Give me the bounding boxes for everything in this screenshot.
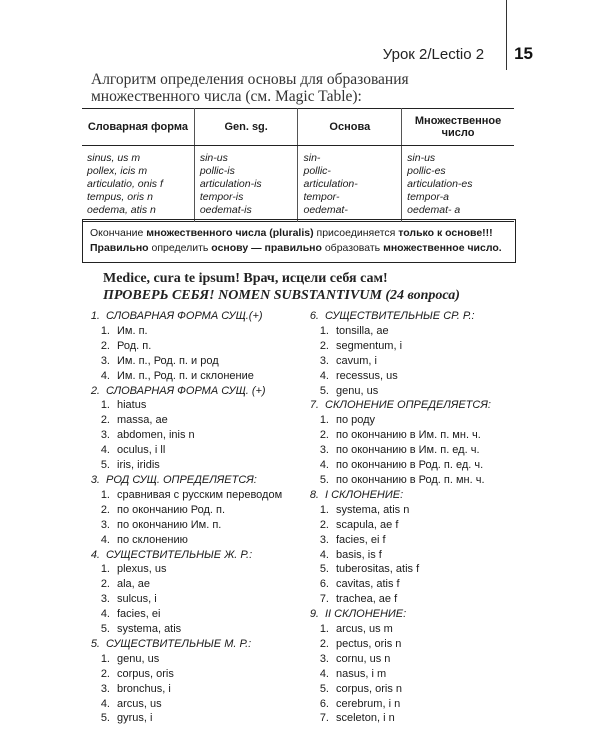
- option-number: 4.: [100, 608, 110, 621]
- option-text: по склонению: [117, 533, 188, 546]
- answer-option: [82, 607, 292, 622]
- option-text: bronchus, i: [117, 682, 171, 695]
- answer-option: [301, 577, 521, 592]
- question-text: СКЛОНЕНИЕ ОПРЕДЕЛЯЕТСЯ:: [325, 399, 491, 412]
- question-text: II СКЛОНЕНИЕ:: [325, 608, 407, 621]
- option-text: cornu, us n: [336, 652, 391, 665]
- table-cell: articulation-is: [199, 178, 262, 190]
- question-number: 9.: [309, 608, 319, 621]
- option-text: trachea, ae f: [336, 593, 398, 606]
- rule-line-1: [90, 226, 508, 241]
- answer-option: [301, 503, 521, 518]
- answer-option: [301, 443, 521, 458]
- option-number: 1.: [100, 488, 110, 501]
- option-number: 3.: [100, 593, 110, 606]
- table-body-row: [82, 146, 514, 222]
- answer-option: [301, 533, 521, 548]
- table-cell: articulation-es: [407, 178, 473, 190]
- option-number: 3.: [319, 444, 329, 457]
- answer-option: [301, 518, 521, 533]
- option-text: segmentum, i: [336, 339, 403, 352]
- option-text: sceleton, i n: [336, 712, 395, 725]
- answer-option: [82, 428, 292, 443]
- answer-option: [82, 503, 292, 518]
- question-number: 7.: [309, 399, 319, 412]
- option-text: по окончанию в Им. п. ед. ч.: [336, 444, 480, 457]
- option-number: 4.: [319, 667, 329, 680]
- answer-option: [301, 637, 521, 652]
- option-number: 2.: [100, 578, 110, 591]
- question-text: СУЩЕСТВИТЕЛЬНЫЕ Ж. Р.:: [106, 548, 253, 561]
- answer-option: [82, 458, 292, 473]
- option-number: 2.: [319, 637, 329, 650]
- question-text: РОД СУЩ. ОПРЕДЕЛЯЕТСЯ:: [106, 473, 257, 486]
- questions-right-column: [301, 309, 521, 726]
- option-number: 1.: [319, 623, 329, 636]
- option-text: cavum, i: [336, 354, 377, 367]
- table-cell: tempus, oris n: [87, 191, 153, 203]
- option-number: 2.: [100, 667, 110, 680]
- table-cell: sin-us: [407, 152, 436, 164]
- note-bold: множественного числа (pluralis): [146, 227, 314, 239]
- table-cell: oedemat-: [303, 204, 348, 216]
- column-cell: [402, 146, 514, 222]
- option-number: 1.: [100, 399, 110, 412]
- answer-option: [82, 562, 292, 577]
- note-text: Окончание: [90, 227, 147, 239]
- option-text: genu, us: [336, 384, 379, 397]
- option-number: 6.: [319, 578, 329, 591]
- answer-option: [301, 697, 521, 712]
- option-text: genu, us: [117, 652, 160, 665]
- answer-option: [82, 592, 292, 607]
- answer-option: [301, 622, 521, 637]
- option-text: corpus, oris n: [336, 682, 403, 695]
- option-number: 2.: [319, 518, 329, 531]
- rule-note-box: [82, 219, 516, 263]
- option-number: 4.: [100, 369, 110, 382]
- column-cell: [82, 146, 194, 222]
- question-text: СУЩЕСТВИТЕЛЬНЫЕ М. Р.:: [106, 637, 252, 650]
- option-text: scapula, ae f: [336, 518, 399, 531]
- answer-option: [82, 324, 292, 339]
- answer-option: [82, 577, 292, 592]
- question-title: [82, 637, 292, 652]
- answer-option: [82, 622, 292, 637]
- option-text: Им. п.: [117, 324, 148, 337]
- note-bold: основу — правильно: [211, 242, 322, 254]
- question-number: 3.: [90, 473, 100, 486]
- answer-option: [301, 324, 521, 339]
- question-title: [82, 548, 292, 563]
- page-number: 15: [514, 44, 533, 63]
- column-cell: [298, 146, 402, 222]
- option-number: 3.: [100, 518, 110, 531]
- table-cell: pollex, icis m: [87, 165, 148, 177]
- answer-option: [82, 354, 292, 369]
- answer-option: [82, 518, 292, 533]
- table-cell: tempor-a: [407, 191, 449, 203]
- option-text: arcus, us: [117, 697, 162, 710]
- option-number: 5.: [319, 384, 329, 397]
- option-text: nasus, i m: [336, 667, 387, 680]
- question-title: [82, 384, 292, 399]
- option-text: по окончанию в Им. п. мн. ч.: [336, 429, 481, 442]
- column-header: Основа: [298, 109, 402, 146]
- answer-option: [82, 443, 292, 458]
- table-cell: sin-: [303, 152, 321, 164]
- answer-option: [82, 667, 292, 682]
- intro-text: Алгоритм определения основы для образования множественного числа (см. Magic Table):: [91, 71, 409, 105]
- question-number: 5.: [90, 637, 100, 650]
- question-title: [82, 309, 292, 324]
- option-text: plexus, us: [117, 563, 167, 576]
- note-text: присоединяется: [313, 227, 399, 239]
- answer-option: [82, 398, 292, 413]
- question-number: 2.: [90, 384, 100, 397]
- option-text: по окончанию Им. п.: [117, 518, 222, 531]
- answer-option: [301, 369, 521, 384]
- question-title: [301, 309, 521, 324]
- option-number: 6.: [319, 697, 329, 710]
- answer-option: [301, 592, 521, 607]
- table-cell: articulation-: [303, 178, 358, 190]
- question-number: 8.: [309, 488, 319, 501]
- option-text: gyrus, i: [117, 712, 153, 725]
- questions-left-column: [82, 309, 292, 726]
- answer-option: [82, 413, 292, 428]
- option-number: 3.: [100, 429, 110, 442]
- answer-option: [301, 562, 521, 577]
- question-number: 4.: [90, 548, 100, 561]
- option-text: abdomen, inis n: [117, 429, 195, 442]
- option-text: Им. п., Род. п. и склонение: [117, 369, 254, 382]
- option-text: Род. п.: [117, 339, 152, 352]
- option-text: systema, atis n: [336, 503, 410, 516]
- option-number: 4.: [100, 533, 110, 546]
- option-number: 3.: [319, 533, 329, 546]
- answer-option: [301, 473, 521, 488]
- question-title: [82, 473, 292, 488]
- answer-option: [82, 652, 292, 667]
- answer-option: [82, 697, 292, 712]
- column-header: Словарная форма: [82, 109, 194, 146]
- note-text: образовать: [321, 242, 384, 254]
- option-number: 3.: [319, 652, 329, 665]
- answer-option: [301, 667, 521, 682]
- table-cell: oedemat-is: [199, 204, 252, 216]
- option-text: по роду: [336, 414, 376, 427]
- table-cell: tempor-: [303, 191, 340, 203]
- table-cell: pollic-: [303, 165, 331, 177]
- option-text: massa, ae: [117, 414, 168, 427]
- option-number: 1.: [319, 503, 329, 516]
- table-cell: pollic-is: [199, 165, 235, 177]
- option-number: 7.: [319, 593, 329, 606]
- option-text: Им. п., Род. п. и род: [117, 354, 219, 367]
- option-text: tonsilla, ae: [336, 324, 389, 337]
- option-text: iris, iridis: [117, 459, 160, 472]
- answer-option: [82, 339, 292, 354]
- answer-option: [82, 682, 292, 697]
- answer-option: [301, 413, 521, 428]
- question-text: I СКЛОНЕНИЕ:: [325, 488, 404, 501]
- question-text: СЛОВАРНАЯ ФОРМА СУЩ.(+): [106, 310, 263, 322]
- answer-option: [82, 711, 292, 726]
- option-text: tuberositas, atis f: [336, 563, 420, 576]
- option-text: cavitas, atis f: [336, 578, 400, 591]
- option-number: 2.: [100, 339, 110, 352]
- page-header: [383, 44, 533, 64]
- question-text: СУЩЕСТВИТЕЛЬНЫЕ СР. Р.:: [325, 310, 475, 322]
- option-number: 5.: [100, 459, 110, 472]
- option-number: 3.: [100, 682, 110, 695]
- lesson-label: Урок 2/Lectio 2: [382, 45, 485, 63]
- option-number: 5.: [100, 623, 110, 636]
- answer-option: [301, 548, 521, 563]
- option-number: 1.: [319, 324, 329, 337]
- answer-option: [82, 533, 292, 548]
- column-header: Множественное число: [402, 109, 514, 146]
- option-number: 4.: [319, 459, 329, 472]
- section-motto: [103, 270, 460, 304]
- motto-line-2: ПРОВЕРЬ СЕБЯ! NOMEN SUBSTANTIVUM (24 вопроса): [103, 288, 460, 303]
- option-text: facies, ei f: [336, 533, 386, 546]
- answer-option: [301, 652, 521, 667]
- note-bold: Правильно: [90, 242, 149, 254]
- option-number: 7.: [319, 712, 329, 725]
- note-bold: только к основе!!!: [398, 227, 493, 239]
- option-text: ala, ae: [117, 578, 151, 591]
- option-text: facies, ei: [117, 608, 161, 621]
- option-text: hiatus: [117, 399, 147, 412]
- note-bold: множественное число.: [383, 242, 502, 254]
- option-number: 3.: [319, 354, 329, 367]
- rule-line-2: [90, 241, 508, 256]
- option-text: pectus, oris n: [336, 637, 402, 650]
- column-cell: [194, 146, 298, 222]
- table-cell: sin-us: [199, 152, 228, 164]
- answer-option: [301, 354, 521, 369]
- magic-table: [82, 108, 514, 222]
- option-text: systema, atis: [117, 623, 182, 636]
- option-number: 4.: [319, 369, 329, 382]
- option-number: 2.: [100, 503, 110, 516]
- question-title: [301, 607, 521, 622]
- option-text: по окончанию в Род. п. мн. ч.: [336, 473, 485, 486]
- option-text: cerebrum, i n: [336, 697, 401, 710]
- option-text: сравнивая с русским переводом: [117, 488, 283, 501]
- option-text: recessus, us: [336, 369, 398, 382]
- question-number: 1.: [90, 310, 100, 322]
- table-cell: articulatio, onis f: [87, 178, 163, 190]
- option-number: 5.: [319, 473, 329, 486]
- question-title: [301, 488, 521, 503]
- option-number: 4.: [319, 548, 329, 561]
- option-number: 2.: [319, 339, 329, 352]
- answer-option: [301, 339, 521, 354]
- table-cell: tempor-is: [199, 191, 244, 203]
- answer-option: [301, 682, 521, 697]
- option-number: 1.: [100, 652, 110, 665]
- option-number: 2.: [100, 414, 110, 427]
- option-number: 1.: [100, 324, 110, 337]
- option-number: 4.: [100, 444, 110, 457]
- option-number: 5.: [319, 563, 329, 576]
- question-text: СЛОВАРНАЯ ФОРМА СУЩ. (+): [106, 384, 266, 397]
- option-number: 4.: [100, 697, 110, 710]
- table-cell: oedema, atis n: [87, 204, 156, 216]
- option-text: corpus, oris: [117, 667, 174, 680]
- table-header-row: [82, 109, 514, 146]
- question-number: 6.: [309, 310, 319, 322]
- answer-option: [301, 711, 521, 726]
- option-text: arcus, us m: [336, 623, 393, 636]
- option-text: по окончанию Род. п.: [117, 503, 226, 516]
- option-number: 1.: [100, 563, 110, 576]
- table-cell: sinus, us m: [87, 152, 141, 164]
- note-text: определить: [148, 242, 212, 254]
- motto-line-1: Medice, cura te ipsum! Врач, исцели себя сам!: [103, 271, 388, 286]
- option-text: по окончанию в Род. п. ед. ч.: [336, 459, 484, 472]
- option-number: 5.: [100, 712, 110, 725]
- option-text: sulcus, i: [117, 593, 157, 606]
- answer-option: [82, 369, 292, 384]
- column-header: Gen. sg.: [194, 109, 298, 146]
- question-title: [301, 398, 521, 413]
- option-number: 5.: [319, 682, 329, 695]
- answer-option: [82, 488, 292, 503]
- table-cell: pollic-es: [407, 165, 446, 177]
- option-text: oculus, i ll: [117, 444, 166, 457]
- option-text: basis, is f: [336, 548, 382, 561]
- answer-option: [301, 458, 521, 473]
- answer-option: [301, 428, 521, 443]
- table-cell: oedemat- a: [407, 204, 461, 216]
- option-number: 1.: [319, 414, 329, 427]
- option-number: 3.: [100, 354, 110, 367]
- answer-option: [301, 384, 521, 399]
- option-number: 2.: [319, 429, 329, 442]
